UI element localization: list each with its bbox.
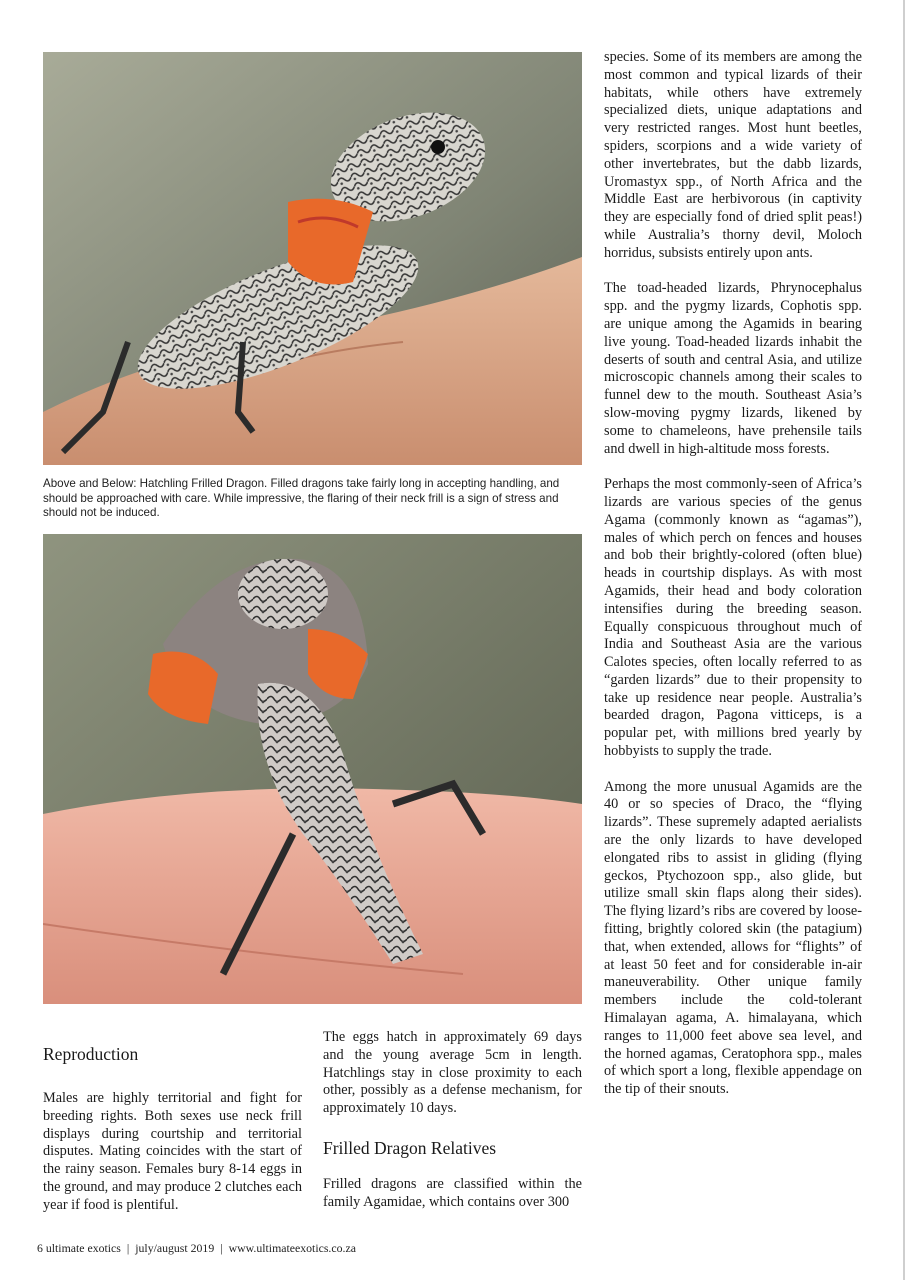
footer-divider: | [126,1241,130,1255]
column-reproduction [43,1044,302,1232]
relatives-paragraph-4: Among the more unusual Agamids are the 40 or so species of Draco, the “flying lizards”. These supremely adapted aerialists are the only lizards to have developed elongated ribs to assist in gliding (flying geckos, Ptychozoon spp., also glide, but utilize small skin flaps along their sides). The flying lizard’s ribs are covered by loose-fitting, brightly colored skin (the patagium) that, when extended, allows for “flights” of at least 50 feet and for considerable in-air maneuverability. Other unique family members include the cold-tolerant Himalayan agama, A. himalayana, which ranges to 11,000 feet above sea level, and the horned agamas, Ceratophora spp., males of which sport a long, flexible appendage on the tip of their snouts. [604,778,862,1098]
photo-caption: Above and Below: Hatchling Frilled Dragon. Filled dragons take fairly long in accepting handling, and should be approached with care. While impressive, the flaring of their neck frill is a sign of stress and should not be induced. [43,477,560,520]
lizard-photo-bottom [43,534,582,1004]
reproduction-paragraph-1: Males are highly territorial and fight for breeding rights. Both sexes use neck frill displays during courtship and territorial disputes. Mating coincides with the start of the rainy season. Females bury 8-14 eggs in the ground, and may produce 2 clutches each year if food is plentiful. [43,1090,302,1213]
page-footer [37,1241,356,1256]
relatives-heading: Frilled Dragon Relatives [323,1137,497,1158]
relatives-paragraph-1-cont: species. Some of its members are among the most common and typical lizards of their habitats, while others have extremely specialized diets, unique adaptations and very restricted ranges. Most hunt beetles, spiders, scorpions and a wide variety of other invertebrates, but the dabb lizards, Uromastyx spp., of North Africa and the Middle East are herbivorous (in captivity they are especially fond of dried split peas!) while Australia’s thorny devil, Moloch horridus, subsists entirely upon ants. [604,49,862,261]
footer-issue: july/august 2019 [135,1241,215,1255]
column-right [604,49,862,1117]
relatives-paragraph-2: The toad-headed lizards, Phrynocephalus spp. and the pygmy lizards, Cophotis spp. are unique among the Agamids in bearing live young. Toad-headed lizards inhabit the deserts of south and central Asia, and utilize microscopic channels among their scales to funnel dew to the mouth. Southeast Asia’s slow-moving pygmy lizards, likened by some to chameleons, have prehensile tails and dwell in high-altitude moss forests. [604,280,862,457]
footer-website-link[interactable]: www.ultimateexotics.co.za [228,1241,356,1255]
footer-divider: | [220,1241,223,1255]
reproduction-heading: Reproduction [43,1044,139,1064]
column-middle [323,1029,582,1229]
footer-page: 6 ultimate exotics [37,1241,121,1255]
lizard-photo-top [43,52,582,465]
relatives-paragraph-1-start: Frilled dragons are classified within the family Agamidae, which contains over 300 [323,1175,582,1210]
reproduction-paragraph-2: The eggs hatch in approximately 69 days and the young average 5cm in length. Hatchlings stay in close proximity to each other, possibly as a defense mechanism, for approximately 10 days. [323,1029,582,1117]
relatives-paragraph-3: Perhaps the most commonly-seen of Africa’s lizards are various species of the genus Agama (commonly known as “agamas”), males of which perch on fences and houses and bob their brightly-colored (often blue) heads in courtship displays. As with most Agamids, their head and body coloration intensifies during the breeding season. Equally conspicuous throughout much of India and Southeast Asia are the various Calotes species, often locally referred to as “garden lizards” due to their propensity to take up residence near people. Australia’s bearded dragon, Pagona vitticeps, is a popular pet, with millions bred yearly by hobbyists to supply the trade. [604,476,862,760]
